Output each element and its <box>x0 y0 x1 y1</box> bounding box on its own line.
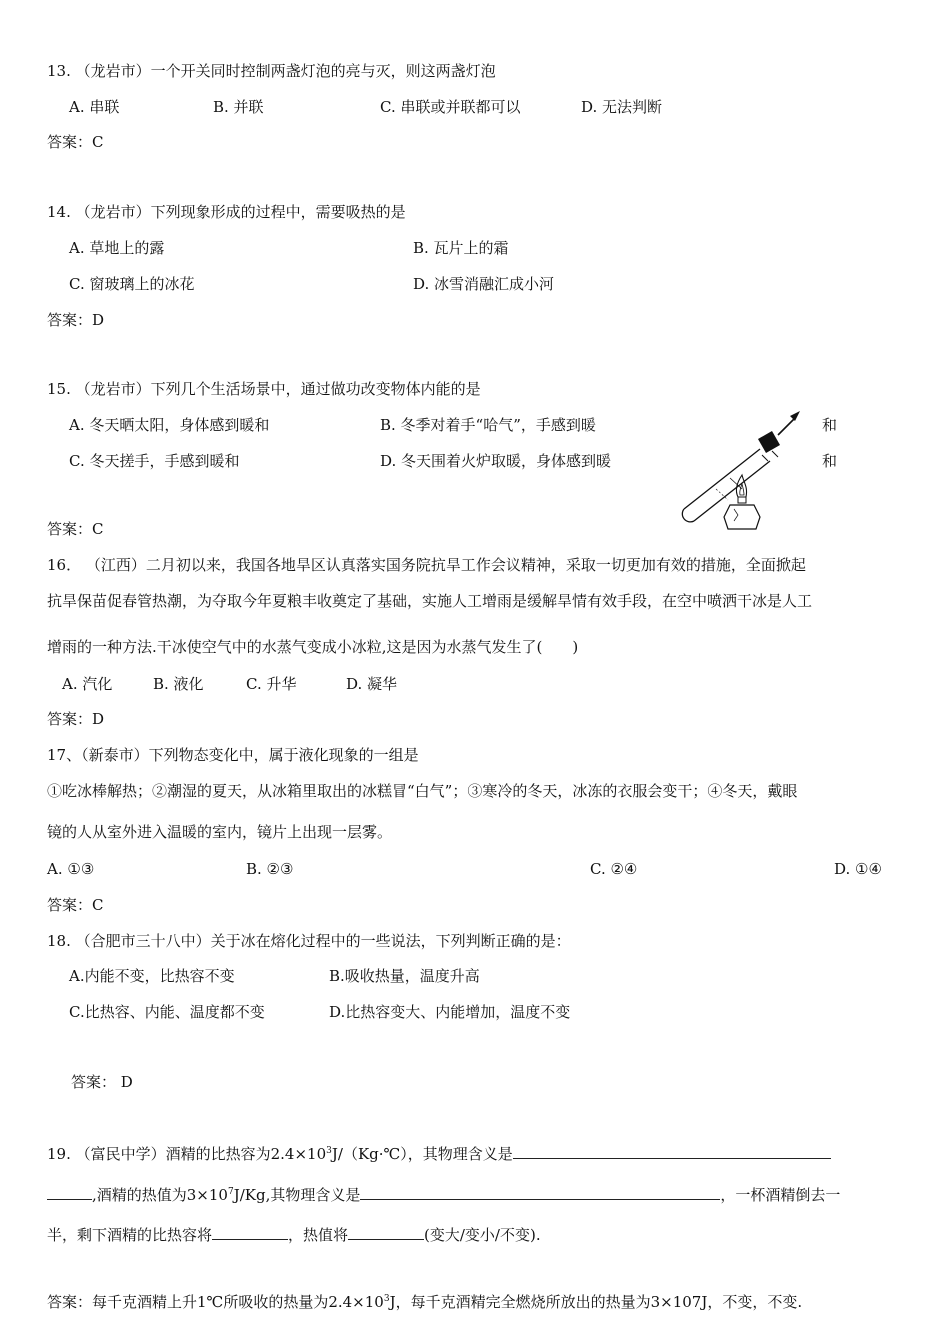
q13-answer: 答案：C <box>47 133 104 151</box>
q16-line-3: 增雨的一种方法.干冰使空气中的水蒸气变成小冰粒,这是因为水蒸气发生了( ) <box>47 638 579 656</box>
q19-blank-meaning-2[interactable] <box>360 1185 720 1200</box>
q18-option-a: A.内能不变，比热容不变 <box>69 967 235 985</box>
q19-line-3-text-end: (变大/变小/不变). <box>424 1226 541 1244</box>
q15-stem: 15. （龙岩市）下列几个生活场景中，通过做功改变物体内能的是 <box>47 380 481 398</box>
q16-line-2: 抗旱保苗促春管热潮，为夺取今年夏粮丰收奠定了基础，实施人工增雨是缓解旱情有效手段，在空中喷洒干冰是人工 <box>47 592 813 610</box>
q19-line-3-text-mid: ，热值将 <box>288 1226 349 1244</box>
q17-line-2: 镜的人从室外进入温暖的室内，镜片上出现一层雾。 <box>47 823 393 841</box>
q19-answer-text: 答案：每千克酒精上升1℃所吸收的热量为2.4×10 <box>47 1293 384 1311</box>
q13-option-d: D. 无法判断 <box>581 98 663 116</box>
q19-blank-meaning-1[interactable] <box>513 1144 831 1159</box>
q19-line-1-text-end: J/（Kg·℃），其物理含义是 <box>331 1145 513 1163</box>
q16-option-d: D. 凝华 <box>346 675 398 693</box>
q17-answer: 答案：C <box>47 896 104 914</box>
q19-line-2-text-mid: J/Kg,其物理含义是 <box>233 1186 361 1204</box>
q16-answer: 答案：D <box>47 710 105 728</box>
q16-option-c: C. 升华 <box>246 675 297 693</box>
test-tube-heating-illustration <box>672 405 812 535</box>
q19-exponent-2: 7 <box>227 1187 234 1197</box>
q15-option-b: B. 冬季对着手“哈气”，手感到暖 <box>380 416 596 434</box>
q15-option-a: A. 冬天晒太阳，身体感到暖和 <box>69 416 270 434</box>
q19-line-3 <box>47 1225 541 1243</box>
q14-answer: 答案：D <box>47 311 105 329</box>
q14-option-c: C. 窗玻璃上的冰花 <box>69 275 195 293</box>
q15-option-c: C. 冬天搓手，手感到暖和 <box>69 452 240 470</box>
alcohol-lamp <box>724 475 760 529</box>
q18-option-d: D.比热容变大、内能增加，温度不变 <box>329 1003 571 1021</box>
q16-option-b: B. 液化 <box>153 675 204 693</box>
q15-answer: 答案：C <box>47 520 104 538</box>
q19-line-1 <box>47 1144 831 1162</box>
q14-stem: 14. （龙岩市）下列现象形成的过程中，需要吸热的是 <box>47 203 406 221</box>
q18-answer: 答案： D <box>71 1073 133 1091</box>
q17-option-a: A. ①③ <box>47 860 95 878</box>
motion-arrow-icon <box>778 411 800 435</box>
q19-line-3-text: 半，剩下酒精的比热容将 <box>47 1226 213 1244</box>
q13-option-a: A. 串联 <box>69 98 120 116</box>
q17-option-b: B. ②③ <box>246 860 294 878</box>
q13-option-b: B. 并联 <box>213 98 264 116</box>
q19-line-1-text: 19. （富民中学）酒精的比热容为2.4×10 <box>47 1145 327 1163</box>
q13-stem: 13. （龙岩市）一个开关同时控制两盏灯泡的亮与灭，则这两盏灯泡 <box>47 62 496 80</box>
q16-line-1: 16． （江西）二月初以来，我国各地旱区认真落实国务院抗旱工作会议精神，采取一切更加有效的措施，全面掀起 <box>47 556 806 574</box>
q15-option-d-tail: 和 <box>822 452 838 470</box>
q19-blank-meaning-1-cont[interactable] <box>47 1185 92 1200</box>
q19-blank-specific-heat[interactable] <box>212 1225 288 1240</box>
q17-option-c: C. ②④ <box>590 860 638 878</box>
q15-option-d: D. 冬天围着火炉取暖，身体感到暖 <box>380 452 612 470</box>
q19-line-2-text: ,酒精的热值为3×10 <box>92 1186 228 1204</box>
stopper <box>758 431 780 461</box>
q17-line-1: ①吃冰棒解热；②潮湿的夏天，从冰箱里取出的冰糕冒“白气”；③寒冷的冬天，冰冻的衣服会变干；④冬天，戴眼 <box>47 782 798 800</box>
q14-option-d: D. 冰雪消融汇成小河 <box>413 275 555 293</box>
q19-line-2-text-end: ，一杯酒精倒去一 <box>720 1186 841 1204</box>
q19-blank-heat-value[interactable] <box>348 1225 424 1240</box>
q18-stem: 18. （合肥市三十八中）关于冰在熔化过程中的一些说法，下列判断正确的是： <box>47 932 571 950</box>
q18-option-b: B.吸收热量，温度升高 <box>329 967 480 985</box>
q19-exponent: 3 <box>326 1146 332 1156</box>
q14-option-b: B. 瓦片上的霜 <box>413 239 509 257</box>
q16-option-a: A. 汽化 <box>62 675 113 693</box>
q13-option-c: C. 串联或并联都可以 <box>380 98 521 116</box>
q18-option-c: C.比热容、内能、温度都不变 <box>69 1003 265 1021</box>
q15-option-b-tail: 和 <box>822 416 838 434</box>
q17-option-d: D. ①④ <box>834 860 882 878</box>
q19-answer <box>47 1295 802 1310</box>
q19-line-2 <box>47 1185 840 1203</box>
q19-answer-text-end: J，每千克酒精完全燃烧所放出的热量为3×107J，不变，不变. <box>389 1293 803 1311</box>
q19-answer-exponent: 3 <box>383 1294 390 1304</box>
q17-stem: 17、（新泰市）下列物态变化中，属于液化现象的一组是 <box>47 746 419 764</box>
q14-option-a: A. 草地上的露 <box>69 239 165 257</box>
